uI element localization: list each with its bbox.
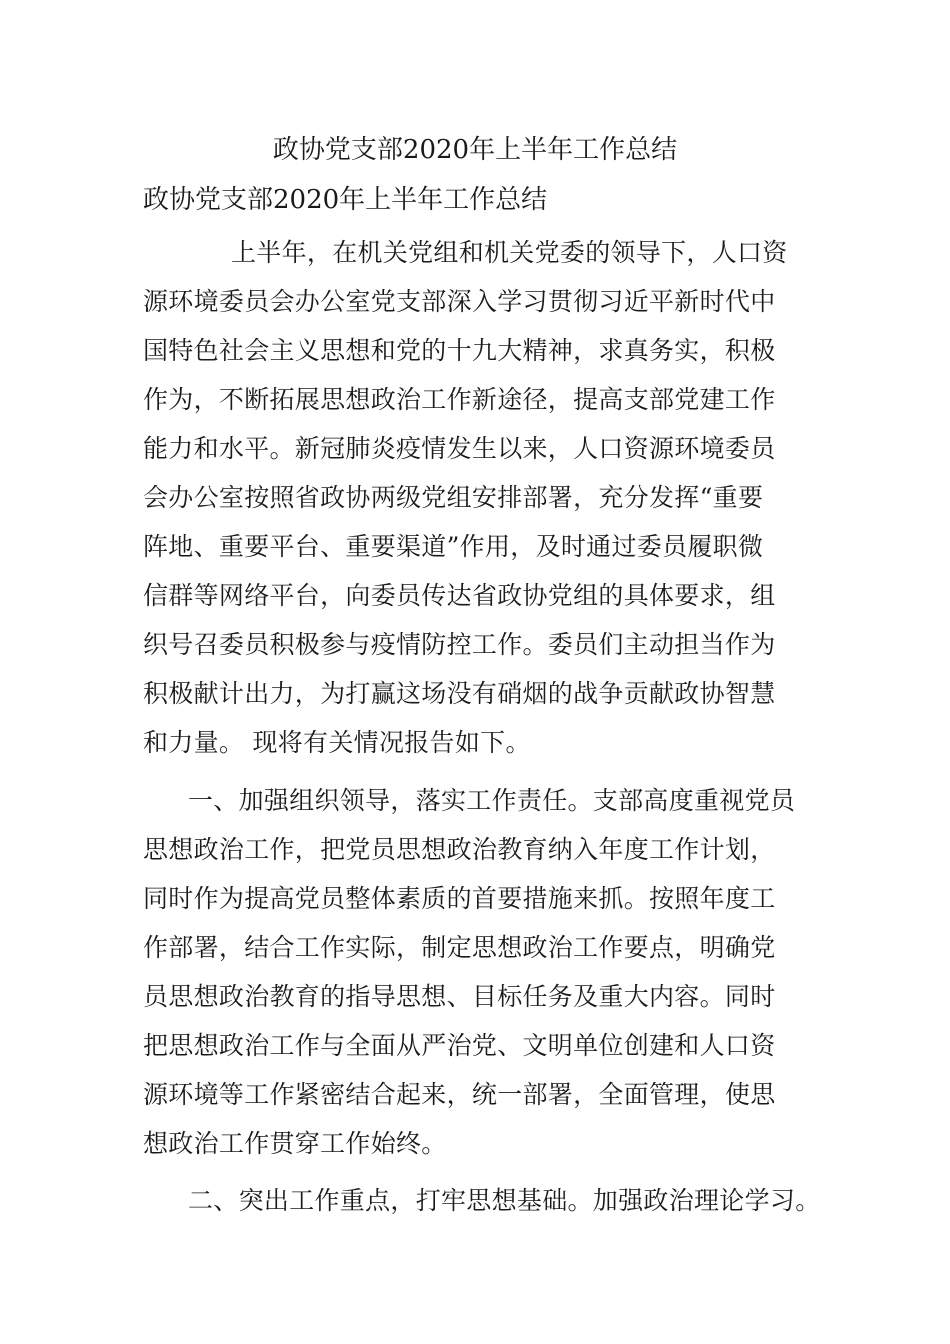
paragraph-section-one [143,776,818,1168]
paragraph-line: 能力和水平。新冠肺炎疫情发生以来，人口资源环境委员 [143,434,776,463]
paragraph-line: 同时作为提高党员整体素质的首要措施来抓。按照年度工 [143,884,776,913]
paragraph-line: 积极献计出力，为打赢这场没有硝烟的战争贡献政协智慧 [143,679,776,708]
document-subtitle: 政协党支部2020年上半年工作总结 [143,185,548,215]
paragraph-line: 信群等网络平台，向委员传达省政协党组的具体要求，组 [143,581,776,610]
paragraph-line: 想政治工作贯穿工作始终。 [143,1129,447,1158]
paragraph-line: 上半年，在机关党组和机关党委的领导下，人口资 [231,238,788,267]
paragraph-line: 源环境等工作紧密结合起来，统一部署，全面管理，使思 [143,1080,776,1109]
paragraph-intro [143,228,818,767]
paragraph-section-two [143,1176,821,1225]
paragraph-line: 源环境委员会办公室党支部深入学习贯彻习近平新时代中 [143,287,776,316]
paragraph-line: 作为，不断拓展思想政治工作新途径，提高支部党建工作 [143,385,776,414]
paragraph-line: 国特色社会主义思想和党的十九大精神，求真务实，积极 [143,336,776,365]
paragraph-line: 思想政治工作，把党员思想政治教育纳入年度工作计划， [143,835,776,864]
paragraph-line: 和力量。 现将有关情况报告如下。 [143,728,531,757]
paragraph-line: 阵地、重要平台、重要渠道”作用，及时通过委员履职微 [143,532,764,561]
paragraph-line: 一、加强组织领导，落实工作责任。支部高度重视党员 [188,786,796,815]
paragraph-line: 员思想政治教育的指导思想、目标任务及重大内容。同时 [143,982,776,1011]
paragraph-line: 二、突出工作重点，打牢思想基础。加强政治理论学习。 [188,1186,821,1215]
paragraph-line: 会办公室按照省政协两级党组安排部署，充分发挥“重要 [143,483,764,512]
document-title: 政协党支部2020年上半年工作总结 [272,135,678,165]
paragraph-line: 作部署，结合工作实际，制定思想政治工作要点，明确党 [143,933,776,962]
paragraph-line: 织号召委员积极参与疫情防控工作。委员们主动担当作为 [143,630,776,659]
paragraph-line: 把思想政治工作与全面从严治党、文明单位创建和人口资 [143,1031,776,1060]
